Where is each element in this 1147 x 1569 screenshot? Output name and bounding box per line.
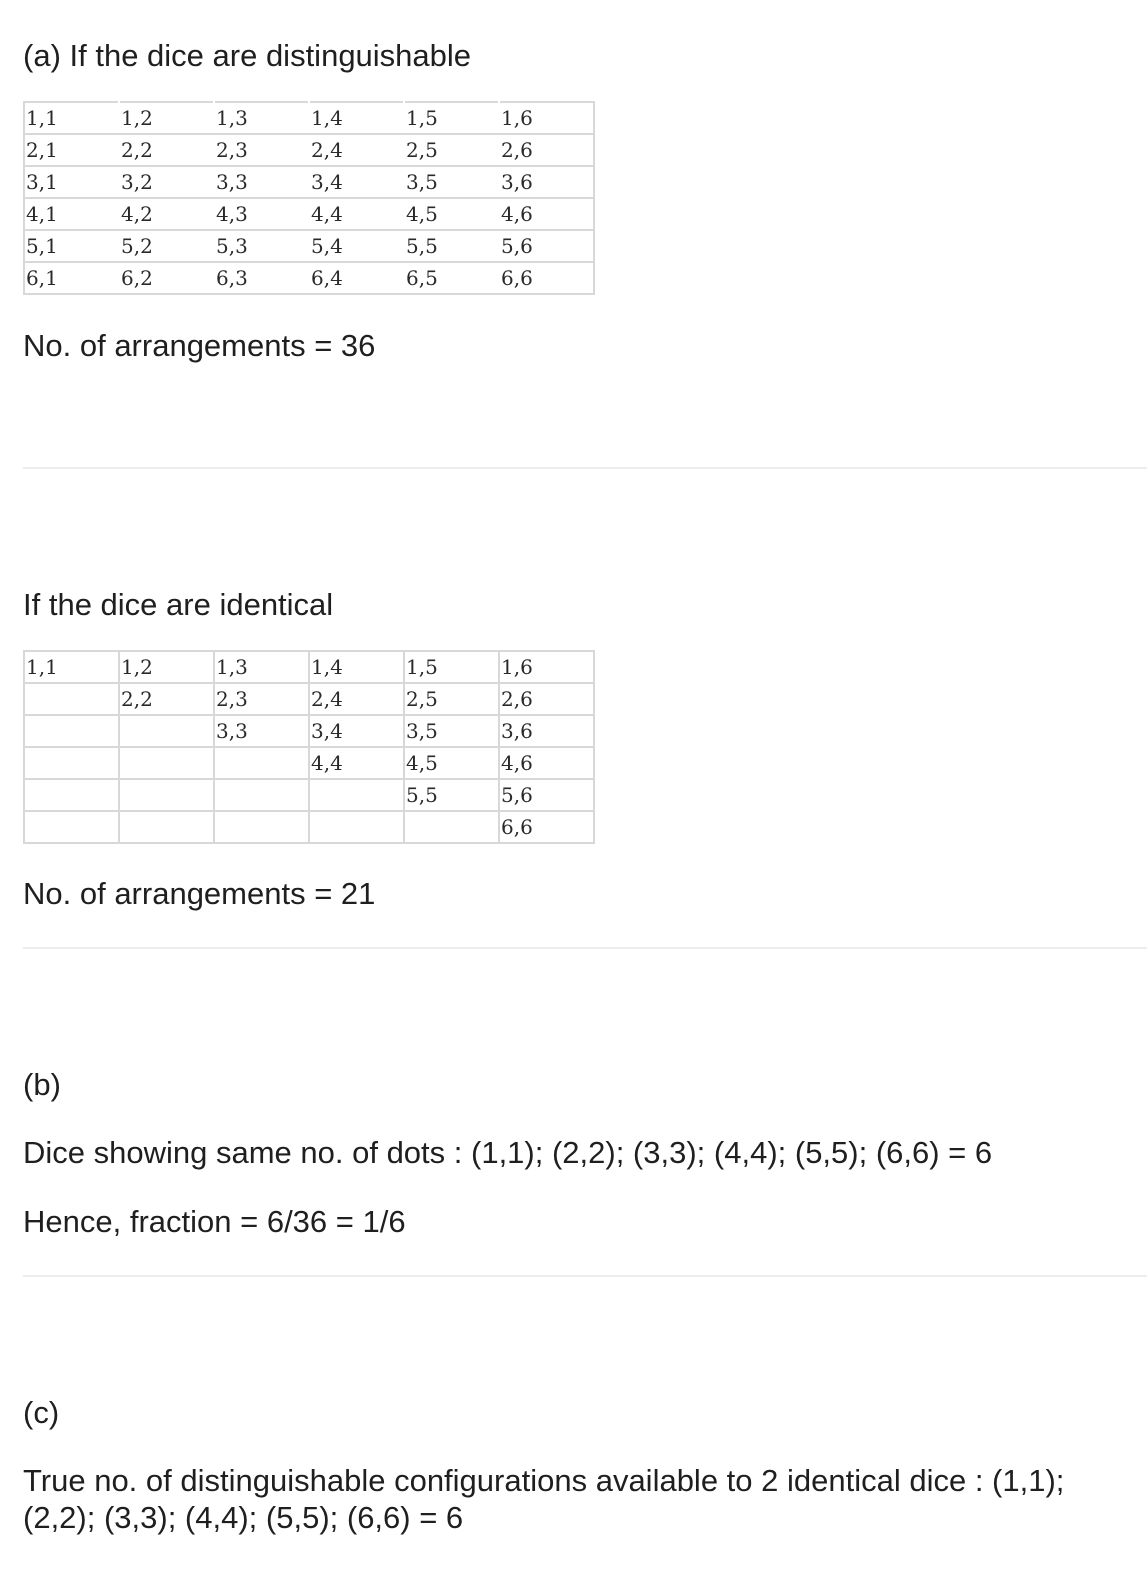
table-row — [24, 134, 594, 166]
table-cell — [309, 779, 404, 811]
table-cell: 3,5 — [404, 166, 499, 198]
table-cell: 5,4 — [309, 230, 404, 262]
table-cell: 2,4 — [309, 134, 404, 166]
table-cell: 3,4 — [309, 166, 404, 198]
table-cell: 4,6 — [499, 198, 594, 230]
table-row — [24, 779, 594, 811]
table-cell — [24, 779, 119, 811]
table-cell: 3,3 — [214, 715, 309, 747]
table-cell — [214, 779, 309, 811]
table-cell: 4,5 — [404, 747, 499, 779]
table-cell: 3,1 — [24, 166, 119, 198]
table-cell: 6,4 — [309, 262, 404, 294]
table-cell: 4,5 — [404, 198, 499, 230]
table-row — [24, 262, 594, 294]
table-cell: 3,6 — [499, 166, 594, 198]
distinguishable-outcomes-table — [23, 101, 595, 295]
table-cell: 2,2 — [119, 134, 214, 166]
section-divider — [23, 947, 1147, 949]
table-cell — [309, 811, 404, 843]
table-cell: 3,6 — [499, 715, 594, 747]
identical-outcomes-table — [23, 650, 595, 844]
table-cell: 2,5 — [404, 134, 499, 166]
table-cell: 2,5 — [404, 683, 499, 715]
identical-heading: If the dice are identical — [23, 587, 334, 622]
table-cell: 5,6 — [499, 779, 594, 811]
table-cell: 4,3 — [214, 198, 309, 230]
table-cell: 4,4 — [309, 747, 404, 779]
table-cell — [214, 747, 309, 779]
table-cell: 2,6 — [499, 134, 594, 166]
table-cell: 2,4 — [309, 683, 404, 715]
table-cell: 5,6 — [499, 230, 594, 262]
table-cell — [214, 811, 309, 843]
table-cell: 6,3 — [214, 262, 309, 294]
table-cell: 1,1 — [24, 102, 119, 134]
table-cell — [24, 683, 119, 715]
table-cell — [24, 715, 119, 747]
table-cell — [404, 811, 499, 843]
table-row — [24, 811, 594, 843]
table-cell: 1,3 — [214, 651, 309, 683]
table-row — [24, 198, 594, 230]
table-cell: 1,6 — [499, 102, 594, 134]
table-cell — [24, 811, 119, 843]
table-cell: 1,2 — [119, 651, 214, 683]
table-cell — [119, 747, 214, 779]
table-cell — [119, 811, 214, 843]
table-cell: 6,6 — [499, 262, 594, 294]
table-cell: 3,5 — [404, 715, 499, 747]
table-cell: 4,1 — [24, 198, 119, 230]
table-row — [24, 715, 594, 747]
table-cell: 1,5 — [404, 102, 499, 134]
table-row — [24, 230, 594, 262]
table-row — [24, 102, 594, 134]
table-cell: 2,2 — [119, 683, 214, 715]
table-cell: 5,3 — [214, 230, 309, 262]
part-c-configurations-line-1: True no. of distinguishable configurations available to 2 identical dice : (1,1); — [23, 1463, 1065, 1498]
table-row — [24, 166, 594, 198]
table-cell: 5,5 — [404, 230, 499, 262]
table-cell: 6,6 — [499, 811, 594, 843]
table-cell: 1,2 — [119, 102, 214, 134]
section-divider — [23, 1275, 1147, 1277]
part-c-configurations-line-2: (2,2); (3,3); (4,4); (5,5); (6,6) = 6 — [23, 1500, 464, 1535]
table-row — [24, 683, 594, 715]
table-cell: 3,3 — [214, 166, 309, 198]
section-divider — [23, 467, 1147, 469]
table-cell: 2,1 — [24, 134, 119, 166]
part-b-same-dots-line: Dice showing same no. of dots : (1,1); (2,2); (3,3); (4,4); (5,5); (6,6) = 6 — [23, 1135, 993, 1170]
table-cell: 5,1 — [24, 230, 119, 262]
table-cell: 1,1 — [24, 651, 119, 683]
table-cell — [119, 779, 214, 811]
part-b-fraction-line: Hence, fraction = 6/36 = 1/6 — [23, 1204, 406, 1239]
table-cell: 5,2 — [119, 230, 214, 262]
table-cell: 1,6 — [499, 651, 594, 683]
table-cell: 1,4 — [309, 651, 404, 683]
table-cell: 1,3 — [214, 102, 309, 134]
table-cell: 6,1 — [24, 262, 119, 294]
table-cell: 2,3 — [214, 683, 309, 715]
table-cell: 4,6 — [499, 747, 594, 779]
table-cell — [24, 747, 119, 779]
table-cell — [119, 715, 214, 747]
table-cell: 4,4 — [309, 198, 404, 230]
table-row — [24, 651, 594, 683]
part-c-label: (c) — [23, 1395, 60, 1430]
part-a-heading: (a) If the dice are distinguishable — [23, 38, 472, 73]
identical-arrangements-count: No. of arrangements = 21 — [23, 876, 376, 911]
table-cell: 4,2 — [119, 198, 214, 230]
table-cell: 3,2 — [119, 166, 214, 198]
table-cell: 2,3 — [214, 134, 309, 166]
table-row — [24, 747, 594, 779]
table-cell: 3,4 — [309, 715, 404, 747]
table-cell: 1,5 — [404, 651, 499, 683]
table-cell: 6,2 — [119, 262, 214, 294]
table-cell: 5,5 — [404, 779, 499, 811]
part-b-label: (b) — [23, 1067, 61, 1102]
table-cell: 6,5 — [404, 262, 499, 294]
table-cell: 1,4 — [309, 102, 404, 134]
table-cell: 2,6 — [499, 683, 594, 715]
distinguishable-arrangements-count: No. of arrangements = 36 — [23, 328, 376, 363]
